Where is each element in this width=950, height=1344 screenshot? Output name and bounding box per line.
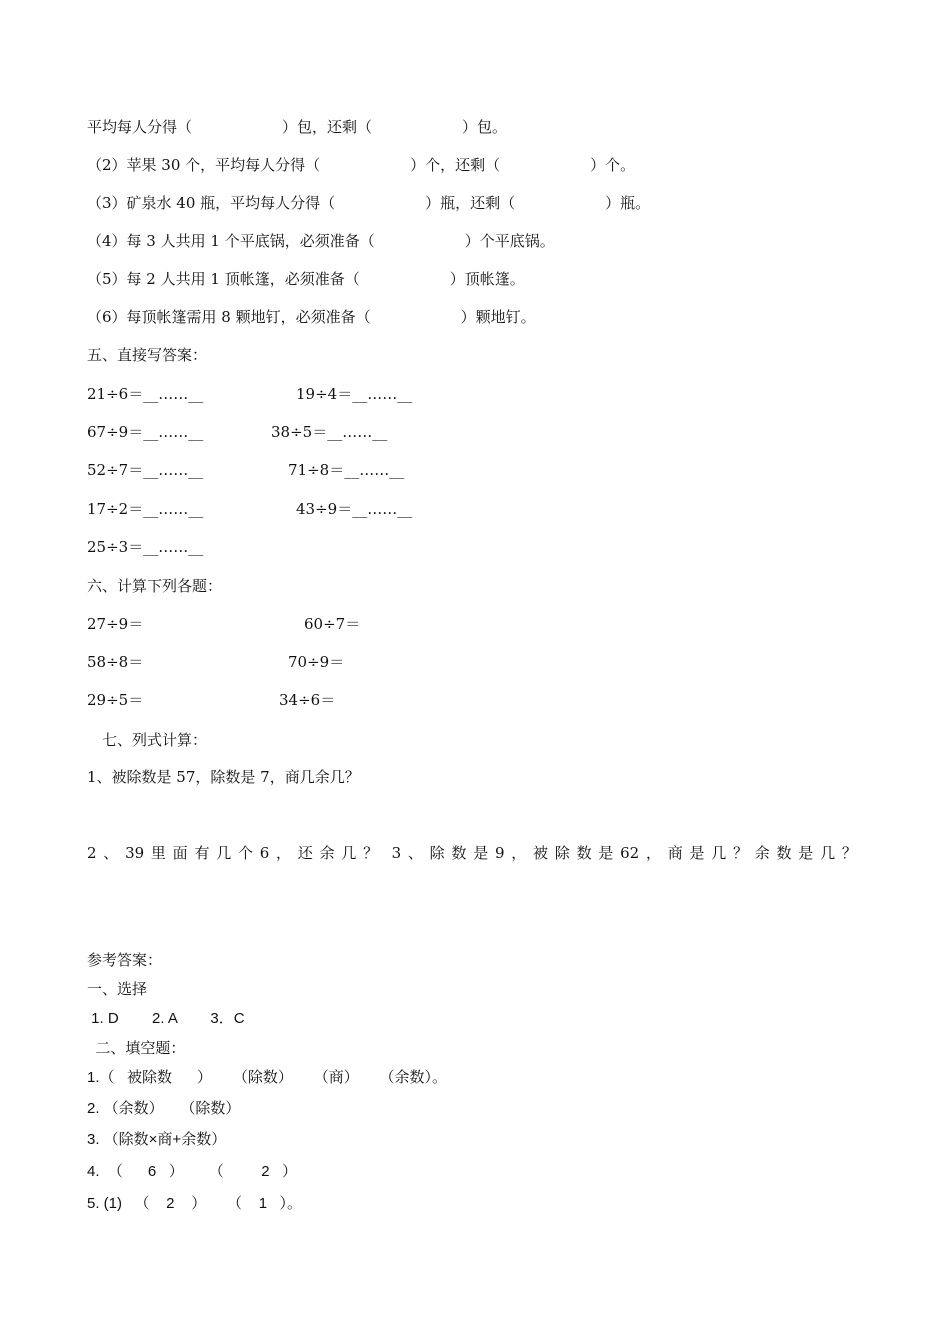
char: 是 — [798, 844, 814, 862]
part6-heading: 六、计算下列各题： — [87, 577, 223, 595]
part5-item: 43÷9＝__……__ — [296, 500, 413, 518]
part5-item: 19÷4＝__……__ — [296, 385, 413, 403]
part4-q2: （2）苹果 30 个，平均每人分得（ ）个，还剩（ ）个。 — [87, 156, 636, 174]
char: ？ — [733, 844, 749, 862]
char: 被 — [533, 844, 549, 862]
char: 数 — [451, 844, 467, 862]
char: 3 — [391, 844, 402, 862]
char: ， — [276, 844, 292, 862]
answers-a4: 4. （ 6 ） （ 2 ） — [87, 1163, 298, 1180]
part4-q4: （4）每 3 人共用 1 个平底锅，必须准备（ ）个平底锅。 — [87, 232, 555, 250]
char: 、 — [103, 844, 119, 862]
char: 是 — [598, 844, 614, 862]
char: 62 — [620, 844, 640, 862]
char: 、 — [407, 844, 423, 862]
part6-item: 58÷8＝ — [87, 653, 144, 671]
part6-item: 60÷7＝ — [304, 615, 361, 633]
part5-heading: 五、直接写答案： — [87, 346, 208, 364]
part5-item: 25÷3＝__……__ — [87, 538, 204, 556]
char: 2 — [87, 844, 97, 862]
part6-item: 29÷5＝ — [87, 691, 144, 709]
part4-q6: （6）每顶帐篷需用 8 颗地钉，必须准备（ ）颗地钉。 — [87, 308, 536, 326]
part4-q5: （5）每 2 人共用 1 顶帐篷，必须准备（ ）顶帐篷。 — [87, 270, 525, 288]
part5-item: 21÷6＝__……__ — [87, 385, 204, 403]
answers-sec1-title: 一、选择 — [87, 980, 148, 998]
part5-item: 38÷5＝__……__ — [271, 423, 388, 441]
char: 除 — [429, 844, 445, 862]
char: 几 — [711, 844, 727, 862]
char: ， — [511, 844, 527, 862]
char: 除 — [554, 844, 570, 862]
char: 个 — [237, 844, 253, 862]
char: 9 — [494, 844, 505, 862]
char: ？ — [363, 844, 379, 862]
part7-q2-q3 — [87, 843, 857, 863]
answers-heading: 参考答案： — [87, 951, 163, 969]
char: 是 — [473, 844, 489, 862]
answers-a3: 3. （除数×商+余数） — [87, 1131, 227, 1148]
char: 余 — [754, 844, 770, 862]
char: 39 — [125, 844, 145, 862]
answers-a2: 2. （余数） （除数） — [87, 1100, 241, 1117]
part7-q1: 1、被除数是 57，除数是 7，商几余几？ — [87, 768, 360, 786]
part5-item: 17÷2＝__……__ — [87, 500, 204, 518]
part7-heading: 七、列式计算： — [102, 731, 208, 749]
char: ？ — [841, 844, 857, 862]
char: ， — [645, 844, 661, 862]
part5-item: 67÷9＝__……__ — [87, 423, 204, 441]
char: 几 — [820, 844, 836, 862]
part6-item: 34÷6＝ — [279, 691, 336, 709]
char: 数 — [776, 844, 792, 862]
part5-item: 52÷7＝__……__ — [87, 461, 204, 479]
char: 数 — [576, 844, 592, 862]
part6-item: 27÷9＝ — [87, 615, 144, 633]
char: 商 — [667, 844, 683, 862]
char: 还 — [297, 844, 313, 862]
char: 是 — [689, 844, 705, 862]
char: 6 — [259, 844, 270, 862]
part6-item: 70÷9＝ — [288, 653, 345, 671]
char: 余 — [319, 844, 335, 862]
part4-q3: （3）矿泉水 40 瓶，平均每人分得（ ）瓶，还剩（ ）瓶。 — [87, 194, 651, 212]
part5-item: 71÷8＝__……__ — [288, 461, 405, 479]
part4-q1-tail: 平均每人分得（ ）包，还剩（ ）包。 — [87, 118, 508, 136]
answers-sec1-line: 1. D 2. A 3．C — [87, 1010, 245, 1027]
char: 几 — [341, 844, 357, 862]
answers-a5: 5. (1) （ 2 ） （ 1 ）。 — [87, 1195, 303, 1212]
char: 有 — [194, 844, 210, 862]
answers-sec2-title: 二、填空题： — [87, 1040, 186, 1057]
char: 几 — [216, 844, 232, 862]
char: 面 — [172, 844, 188, 862]
char: 里 — [150, 844, 166, 862]
answers-a1: 1.（ 被除数 ） （除数） （商） （余数）。 — [87, 1069, 448, 1086]
